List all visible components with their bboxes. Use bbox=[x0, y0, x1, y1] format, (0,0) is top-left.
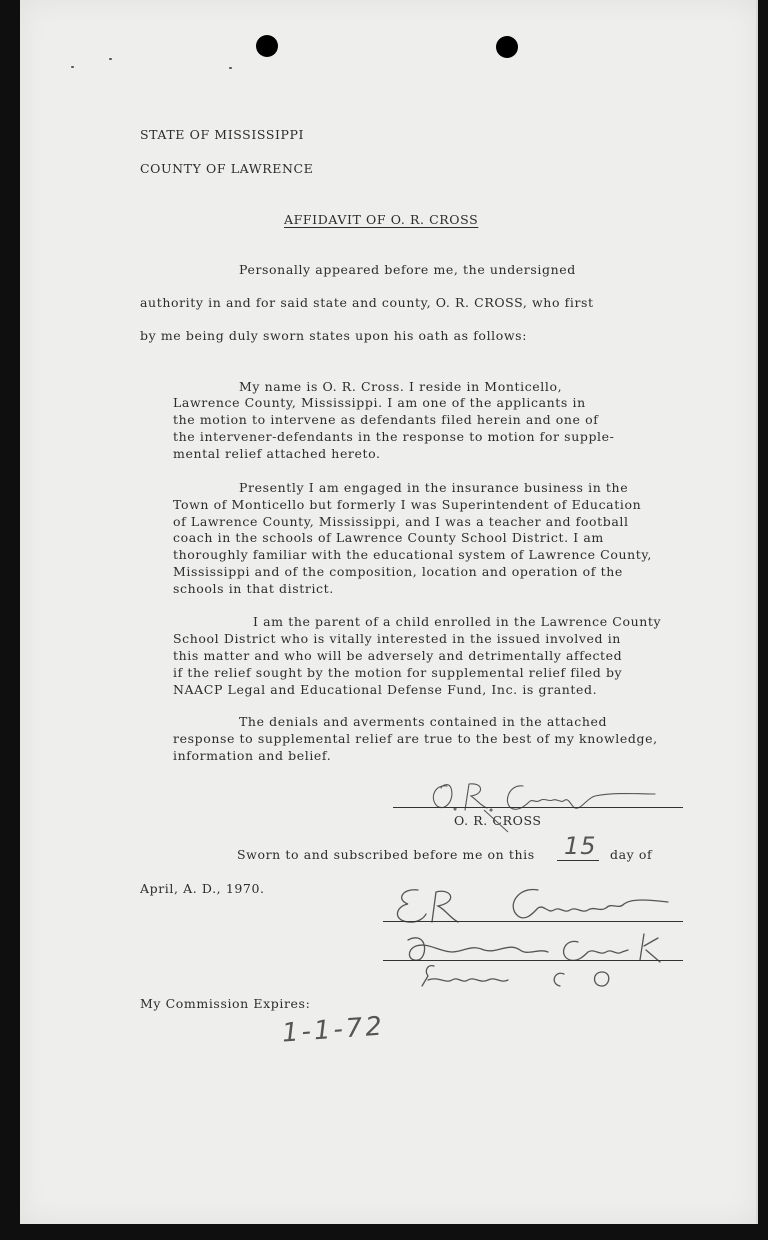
paragraph-line: NAACP Legal and Educational Defense Fund, Inc. is granted. bbox=[173, 682, 598, 697]
commission-label: My Commission Expires: bbox=[140, 996, 311, 1011]
signature-underline-stroke bbox=[482, 808, 512, 834]
jurat-text: Sworn to and subscribed before me on this bbox=[237, 847, 535, 862]
notary-title-line bbox=[383, 960, 683, 961]
speck bbox=[109, 58, 112, 60]
intro-line: authority in and for said state and county, O. R. CROSS, who first bbox=[140, 295, 594, 310]
paragraph-line: Presently I am engaged in the insurance business in the bbox=[239, 480, 629, 495]
paragraph-line: this matter and who will be adversely and detrimentally affected bbox=[173, 648, 623, 663]
jurat-date: April, A. D., 1970. bbox=[140, 881, 265, 896]
paragraph-line: Lawrence County, Mississippi. I am one of the applicants in bbox=[173, 395, 586, 410]
document-title: AFFIDAVIT OF O. R. CROSS bbox=[284, 212, 479, 227]
page-edge bbox=[756, 0, 758, 1224]
intro-line: Personally appeared before me, the undersigned bbox=[239, 262, 576, 277]
paragraph-line: mental relief attached hereto. bbox=[173, 446, 381, 461]
punch-hole-right bbox=[496, 36, 518, 58]
paragraph-line: thoroughly familiar with the educational system of Lawrence County, bbox=[173, 547, 652, 562]
paragraph-line: Town of Monticello but formerly I was Superintendent of Education bbox=[173, 497, 642, 512]
paragraph-line: the intervener-defendants in the response to motion for supple- bbox=[173, 429, 615, 444]
speck bbox=[229, 67, 232, 69]
affiant-signature-line bbox=[393, 807, 683, 808]
speck bbox=[71, 66, 74, 68]
paragraph-line: I am the parent of a child enrolled in the Lawrence County bbox=[253, 614, 662, 629]
paragraph-line: of Lawrence County, Mississippi, and I was a teacher and football bbox=[173, 514, 629, 529]
paragraph-line: schools in that district. bbox=[173, 581, 334, 596]
punch-hole-left bbox=[256, 35, 278, 57]
jurat-text-after: day of bbox=[610, 847, 653, 862]
document-page bbox=[20, 0, 758, 1224]
jurat-day: 15 bbox=[564, 832, 597, 860]
commission-date: 1-1-72 bbox=[281, 1011, 386, 1049]
paragraph-line: My name is O. R. Cross. I reside in Monticello, bbox=[239, 379, 563, 394]
affiant-printed-name: O. R. CROSS bbox=[454, 813, 542, 828]
paragraph-line: coach in the schools of Lawrence County School District. I am bbox=[173, 530, 604, 545]
intro-line: by me being duly sworn states upon his oath as follows: bbox=[140, 328, 528, 343]
paragraph-line: response to supplemental relief are true to the best of my knowledge, bbox=[173, 731, 658, 746]
county-heading: COUNTY OF LAWRENCE bbox=[140, 161, 314, 176]
paragraph-line: the motion to intervene as defendants filed herein and one of bbox=[173, 412, 599, 427]
paragraph-line: if the relief sought by the motion for supplemental relief filed by bbox=[173, 665, 623, 680]
jurat-day-blank bbox=[557, 860, 599, 861]
affiant-signature bbox=[425, 778, 660, 814]
paragraph-line: Mississippi and of the composition, location and operation of the bbox=[173, 564, 623, 579]
notary-signature-line bbox=[383, 921, 683, 922]
notary-signature bbox=[388, 880, 688, 990]
paragraph-line: The denials and averments contained in the attached bbox=[239, 714, 608, 729]
paragraph-line: information and belief. bbox=[173, 748, 332, 763]
paragraph-line: School District who is vitally interested in the issued involved in bbox=[173, 631, 621, 646]
state-heading: STATE OF MISSISSIPPI bbox=[140, 127, 305, 142]
